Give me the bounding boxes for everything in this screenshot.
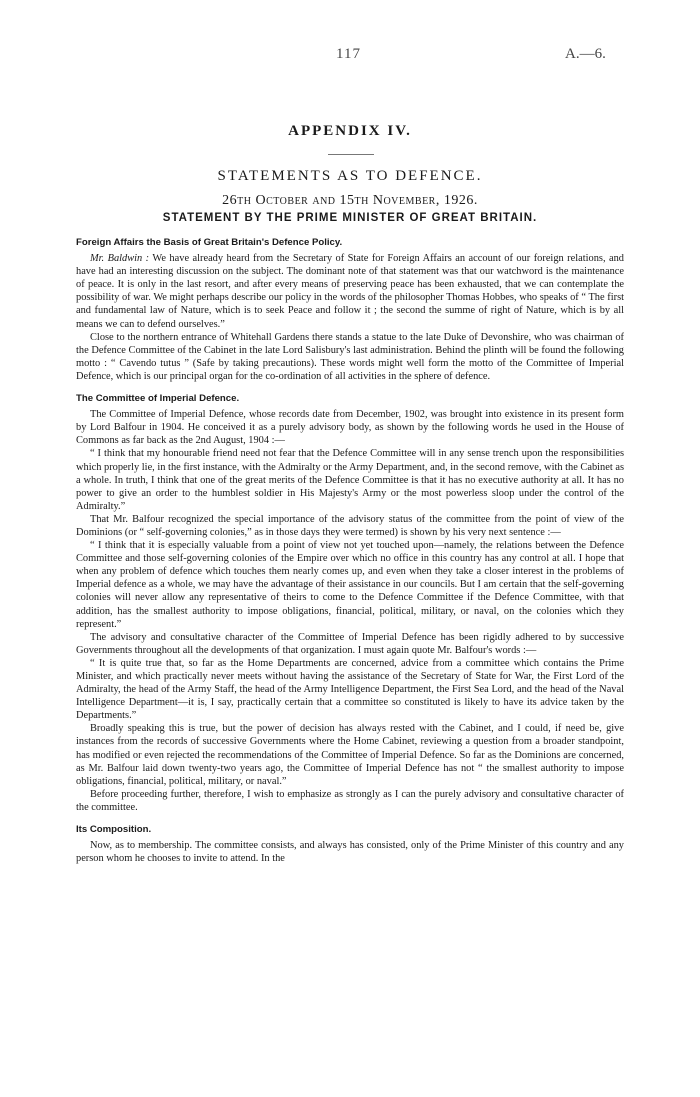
- document-body: [76, 236, 624, 874]
- section-composition: [76, 823, 624, 865]
- paragraph: Before proceeding further, therefore, I wish to emphasize as strongly as I can the purely advisory and consultative character of the committee.: [76, 788, 624, 813]
- paragraph: The Committee of Imperial Defence, whose records date from December, 1902, was brought into existence in its present form by Lord Balfour in 1904. He conceived it as a purely advisory body, as shown by the following words he used in the House of Commons as far back as the 2nd August, 1904 :—: [76, 409, 624, 447]
- section-committee-imperial-defence: [76, 392, 624, 814]
- paragraph: Broadly speaking this is true, but the power of decision has always rested with the Cabinet, and I could, if need be, give instances from the records of successive Governments where the Home Cabinet, reviewing a question from a broader standpoint, has modified or even rejected the recommendations of the Committee of Imperial Defence. So far as the Dominions are concerned, as Mr. Balfour laid down twenty-two years ago, the Committee of Imperial Defence has not “ the smallest authority to impose obligations, financial, political, military, or naval.”: [76, 723, 624, 787]
- quotation: “ It is quite true that, so far as the Home Departments are concerned, advice from a committee which contains the Prime Minister, and which practically never meets without having the assistance of the Secretary of State for War, the First Lord of the Admiralty, the head of the Army Staff, the head of the Army Intelligence Department, the First Sea Lord, and the head of the Naval Intelligence Department—it is, I say, practically certain that a committee so constituted is likely to have its advice taken by the Departments.”: [76, 657, 624, 722]
- document-reference: A.—6.: [565, 46, 606, 62]
- main-title: STATEMENTS AS TO DEFENCE.: [217, 168, 483, 184]
- paragraph: That Mr. Balfour recognized the special importance of the advisory status of the committee from the point of view of the Dominions (or “ self-governing colonies,” as in those days they were termed) is shown by his very next sentence :—: [76, 513, 624, 538]
- section-foreign-affairs: [76, 236, 624, 383]
- section-heading: The Committee of Imperial Defence.: [76, 393, 240, 405]
- paragraph: Now, as to membership. The committee consists, and always has consisted, only of the Prime Minister of this country and any person whom he chooses to invite to attend. In the: [76, 840, 624, 865]
- paragraph: The advisory and consultative character of the Committee of Imperial Defence has been rigidly adhered to by successive Governments throughout all the developments of that organization. I must again quote Mr. Balfour's words :—: [76, 631, 624, 656]
- statement-dates: 26th October and 15th November, 1926.: [222, 193, 478, 208]
- paragraph-text: We have already heard from the Secretary of State for Foreign Affairs an account of our foreign relations, and have had an interesting discussion on the subject. The dominant note of that statement was that our watchword is the maintenance of peace. It is only in the last resort, and after every means of preserving peace has been exhausted, that we can contemplate the possibility of war. We might perhaps describe our policy in the words of the philosopher Thomas Hobbes, who speaks of “ The first and fundamental law of Nature, which is to seek Peace and follow it ; the second the summe of right of Nature, which is by all means we can to defend ourselves.”: [76, 253, 624, 330]
- statement-title: STATEMENT BY THE PRIME MINISTER OF GREAT BRITAIN.: [162, 212, 538, 224]
- quotation: “ I think that my honourable friend need not fear that the Defence Committee will in any sense trench upon the responsibilities which properly lie, in the first instance, with the Admiralty or the Army Department, and, in the second remove, with the Cabinet as a whole. In truth, I think that one of the great merits of the Defence Committee is that it has no executive authority at all. It has no power to give an order to the humblest soldier in His Majesty's Army or the most powerless sloop under the control of the Admiralty.”: [76, 448, 624, 512]
- section-heading: Foreign Affairs the Basis of Great Britain's Defence Policy.: [76, 237, 343, 248]
- quotation: “ I think that it is especially valuable from a point of view not yet touched upon—namely, the relations between the Defence Committee and those self-governing colonies of the Empire over which no office in this country has any control at all. I hope that when any problem of defence which touches them nearly comes up, and even when they take a closer interest in the problems of Imperial defence as a whole, we may have the advantage of their assistance in our councils. But I am certain that the self-governing colonies will never allow any representative of theirs to come to the Defence Committee if the Defence Committee, with that addition, has the smallest authority to impose obligations, financial, political, military, or naval, on the colonies which they represent.”: [76, 540, 624, 630]
- appendix-title: APPENDIX IV.: [288, 123, 412, 139]
- page-number: 117: [336, 46, 361, 62]
- title-divider: [328, 154, 374, 155]
- section-heading: Its Composition.: [76, 824, 152, 836]
- paragraph: Close to the northern entrance of Whitehall Gardens there stands a statue to the late Duke of Devonshire, who was chairman of the Defence Committee of the Cabinet in the late Lord Salisbury's last administration. Behind the plinth will be found the following motto : “ Cavendo tutus ” (Safe by taking precautions). These words might well form the motto of the Committee of Imperial Defence, which is our principal organ for the co-ordination of all activities in the sphere of defence.: [76, 331, 624, 382]
- paragraph: [76, 252, 624, 331]
- speaker-name: Mr. Baldwin :: [90, 253, 150, 265]
